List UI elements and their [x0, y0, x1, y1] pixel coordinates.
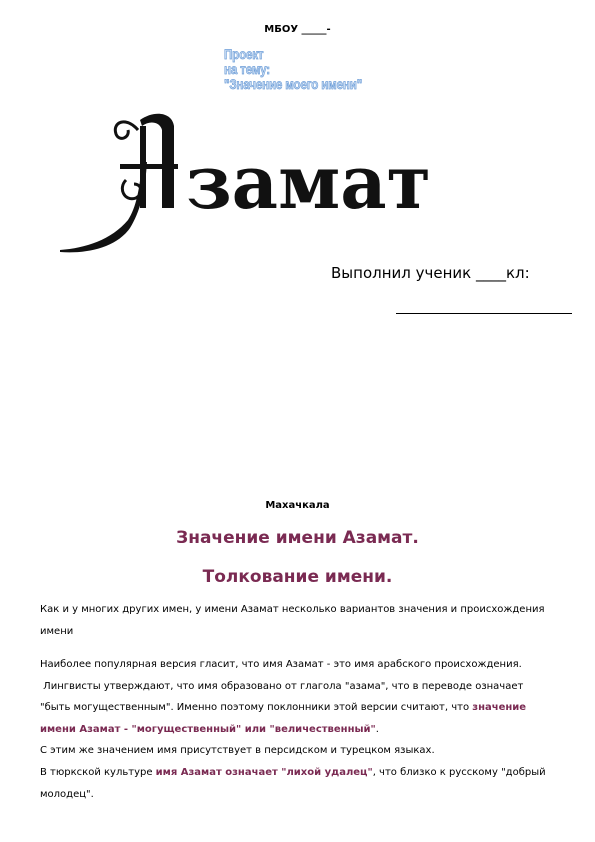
meaning-line-5: С этим же значением имя присутствует в персидском и турецком языках. — [40, 745, 435, 757]
project-line-3: "Значение моего имени" — [224, 77, 363, 92]
name-title-decorative — [56, 108, 456, 258]
meaning-line-6-start: В тюркской культуре — [40, 766, 156, 778]
meaning-line-7: молодец". — [40, 788, 94, 800]
meaning-line-4-end: . — [375, 723, 379, 735]
project-topic-wordart — [224, 47, 396, 92]
article-title: Значение имени Азамат. — [176, 528, 419, 548]
school-label: МБОУ _____- — [264, 24, 331, 35]
meaning-line-4 — [40, 719, 560, 741]
swash-ornament — [60, 162, 147, 252]
name-title-svg — [56, 108, 456, 258]
intro-paragraph: Как и у многих других имен, у имени Азамат несколько вариантов значения и происхождения имени — [40, 604, 545, 637]
article-subtitle: Толкование имени. — [202, 567, 393, 587]
city-label: Махачкала — [265, 500, 330, 511]
meaning-line-3-text: "быть могущественным". Именно поэтому поклонники этой версии считают, что — [40, 702, 473, 714]
project-line-2: на тему: — [224, 62, 270, 77]
meaning-paragraph — [40, 654, 560, 805]
meaning-line-2: Лингвисты утверждают, что имя образовано от глагола "азама", что в переводе означает — [40, 680, 524, 692]
highlight-turkic-meaning: имя Азамат означает "лихой удалец" — [155, 766, 373, 778]
project-line-1: Проект — [224, 47, 264, 62]
meaning-line-6-end: , что близко к русскому "добрый — [372, 766, 546, 778]
highlight-meaning-a: значение — [472, 702, 527, 714]
signature-line — [396, 313, 572, 314]
meaning-line-3 — [40, 697, 560, 719]
a-crossbar-ornament — [122, 180, 141, 199]
meaning-line-6 — [40, 762, 560, 784]
highlight-meaning-b: имени Азамат - "могущественный" или "величественный" — [40, 723, 376, 735]
performer-label: Выполнил ученик ____кл: — [331, 264, 530, 282]
meaning-line-1: Наиболее популярная версия гласит, что имя Азамат - это имя арабского происхождения. — [40, 659, 522, 670]
svg-text:замат: замат — [186, 140, 431, 226]
a-left-stroke — [115, 122, 138, 138]
